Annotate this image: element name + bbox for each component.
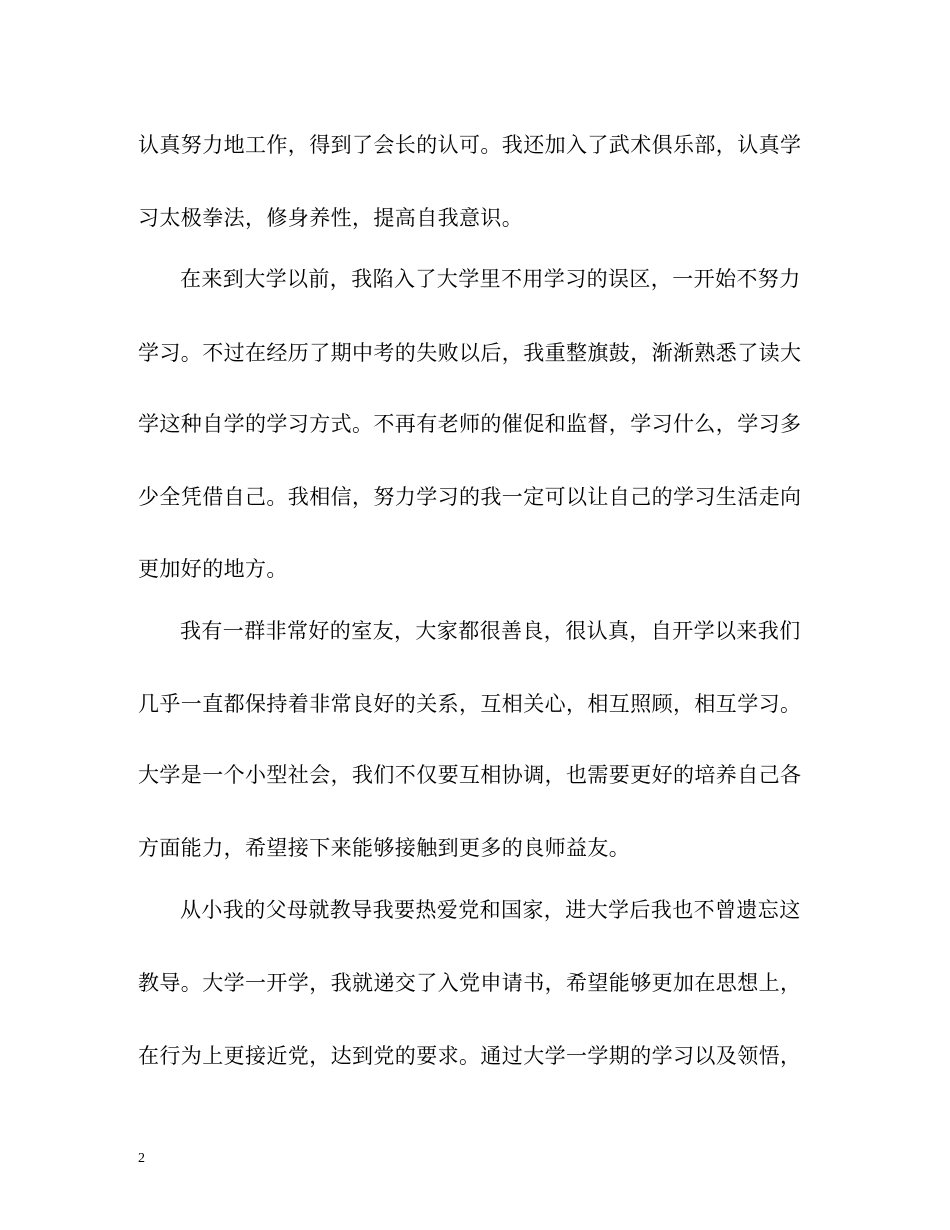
text-line: 学习。不过在经历了期中考的失败以后，我重整旗鼓，渐渐熟悉了读大 bbox=[138, 341, 802, 365]
paragraph-first-line: 从小我的父母就教导我要热爱党和国家，进大学后我也不曾遗忘这 bbox=[180, 898, 801, 922]
paragraph-first-line: 我有一群非常好的室友，大家都很善良，很认真，自开学以来我们 bbox=[180, 619, 801, 643]
text-line: 几乎一直都保持着非常良好的关系，互相关心，相互照顾，相互学习。 bbox=[138, 692, 802, 716]
text-line: 认真努力地工作，得到了会长的认可。我还加入了武术俱乐部，认真学 bbox=[138, 133, 802, 157]
text-line: 习太极拳法，修身养性，提高自我意识。 bbox=[138, 206, 524, 230]
text-line: 少全凭借自己。我相信，努力学习的我一定可以让自己的学习生活走向 bbox=[138, 485, 802, 509]
text-line: 大学是一个小型社会，我们不仅要互相协调，也需要更好的培养自己各 bbox=[138, 763, 802, 787]
text-line: 方面能力，希望接下来能够接触到更多的良师益友。 bbox=[138, 836, 631, 860]
text-line: 更加好的地方。 bbox=[138, 557, 288, 581]
paragraph-first-line: 在来到大学以前，我陷入了大学里不用学习的误区，一开始不努力 bbox=[180, 267, 801, 291]
page-number: 2 bbox=[138, 1151, 145, 1166]
text-line: 教导。大学一开学，我就递交了入党申请书，希望能够更加在思想上， bbox=[138, 971, 802, 995]
text-line: 在行为上更接近党，达到党的要求。通过大学一学期的学习以及领悟， bbox=[138, 1044, 802, 1068]
text-line: 学这种自学的学习方式。不再有老师的催促和监督，学习什么，学习多 bbox=[138, 412, 802, 436]
